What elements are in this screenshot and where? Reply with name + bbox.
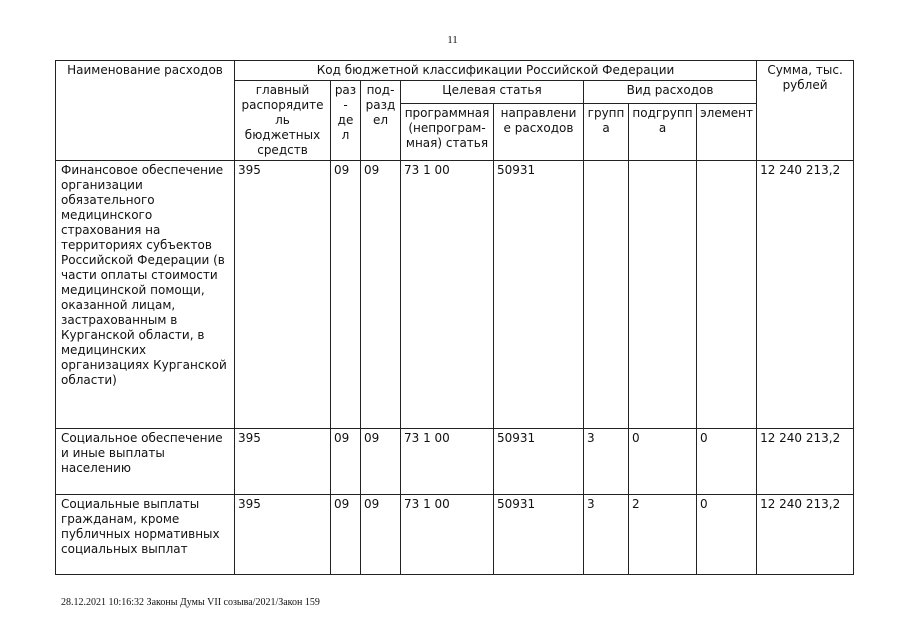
row-element: 0 xyxy=(697,495,757,575)
row-group: 3 xyxy=(584,495,629,575)
row-manager: 395 xyxy=(235,429,331,495)
row-subsection: 09 xyxy=(361,495,401,575)
row-direction: 50931 xyxy=(494,161,584,429)
row-section: 09 xyxy=(331,429,361,495)
row-manager: 395 xyxy=(235,495,331,575)
header-subgroup: подгруппа xyxy=(629,103,697,160)
row-subgroup xyxy=(629,161,697,429)
header-element: элемент xyxy=(697,103,757,160)
row-direction: 50931 xyxy=(494,495,584,575)
table-row xyxy=(56,495,854,575)
row-name: Социальные выплаты гражданам, кроме публичных нормативных социальных выплат xyxy=(56,495,235,575)
header-direction: направление расходов xyxy=(494,103,584,160)
budget-table xyxy=(55,60,854,575)
row-name: Социальное обеспечение и иные выплаты населению xyxy=(56,429,235,495)
header-group: группа xyxy=(584,103,629,160)
header-code-group: Код бюджетной классификации Российской Федерации xyxy=(235,61,757,81)
row-group xyxy=(584,161,629,429)
row-element xyxy=(697,161,757,429)
row-program: 73 1 00 xyxy=(401,429,494,495)
page-number: 11 xyxy=(447,34,458,46)
row-name: Финансовое обеспечение организации обязательного медицинского страхования на территориях субъектов Российской Федерации (в части оплаты стоимости медицинской помощи, оказанной лицам, застрахованным в Курганской области, в медицинских организациях Курганской области) xyxy=(56,161,235,429)
row-group: 3 xyxy=(584,429,629,495)
row-subsection: 09 xyxy=(361,161,401,429)
header-target-article: Целевая статья xyxy=(401,81,584,104)
row-sum: 12 240 213,2 xyxy=(757,495,854,575)
row-subsection: 09 xyxy=(361,429,401,495)
row-direction: 50931 xyxy=(494,429,584,495)
header-program: программная (непрограм- мная) статья xyxy=(401,103,494,160)
table-row xyxy=(56,161,854,429)
header-expense-type: Вид расходов xyxy=(584,81,757,104)
header-section: раз- дел xyxy=(331,81,361,161)
row-section: 09 xyxy=(331,495,361,575)
header-row-1 xyxy=(56,61,854,81)
row-section: 09 xyxy=(331,161,361,429)
header-sum: Сумма, тыс. рублей xyxy=(757,61,854,161)
table-row xyxy=(56,429,854,495)
row-manager: 395 xyxy=(235,161,331,429)
document-footer: 28.12.2021 10:16:32 Законы Думы VII созыва/2021/Закон 159 xyxy=(61,597,320,608)
row-program: 73 1 00 xyxy=(401,161,494,429)
header-main-manager: главный распорядитель бюджетных средств xyxy=(235,81,331,161)
row-program: 73 1 00 xyxy=(401,495,494,575)
row-sum: 12 240 213,2 xyxy=(757,161,854,429)
row-element: 0 xyxy=(697,429,757,495)
row-subgroup: 0 xyxy=(629,429,697,495)
header-subsection: под- раздел xyxy=(361,81,401,161)
row-sum: 12 240 213,2 xyxy=(757,429,854,495)
header-name: Наименование расходов xyxy=(56,61,235,161)
row-subgroup: 2 xyxy=(629,495,697,575)
